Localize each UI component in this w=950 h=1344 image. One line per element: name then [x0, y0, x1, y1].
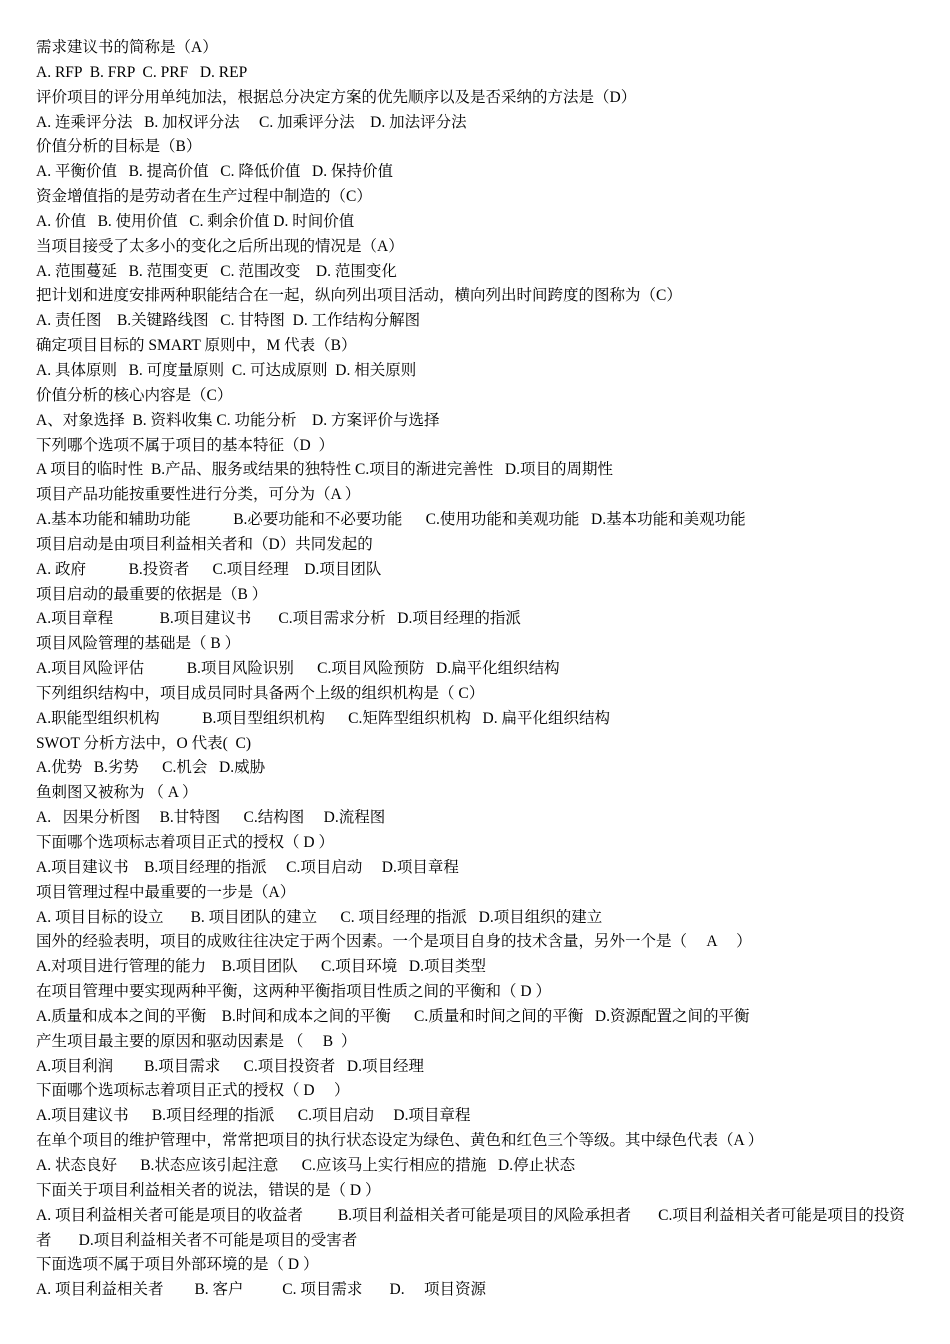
options-9: A 项目的临时性 B.产品、服务或结果的独特性 C.项目的渐进完善性 D.项目的周期性: [36, 461, 613, 479]
question-10: 项目产品功能按重要性进行分类，可分为（A ）: [36, 486, 361, 504]
options-6: A. 责任图 B.关键路线图 C. 甘特图 D. 工作结构分解图: [36, 312, 421, 330]
question-16: 鱼刺图又被称为 （ A ）: [36, 784, 198, 802]
options-11: A. 政府 B.投资者 C.项目经理 D.项目团队: [36, 560, 382, 578]
options-22: A.项目建议书 B.项目经理的指派 C.项目启动 D.项目章程: [36, 1107, 471, 1125]
options-13: A.项目风险评估 B.项目风险识别 C.项目风险预防 D.扁平化组织结构: [36, 660, 560, 678]
options-15: A.优势 B.劣势 C.机会 D.威胁: [36, 759, 266, 777]
options-7: A. 具体原则 B. 可度量原则 C. 可达成原则 D. 相关原则: [36, 361, 417, 379]
options-17: A.项目建议书 B.项目经理的指派 C.项目启动 D.项目章程: [36, 858, 459, 876]
question-14: 下列组织结构中，项目成员同时具备两个上级的组织机构是（ C）: [36, 684, 485, 702]
question-1: 需求建议书的简称是（A）: [36, 39, 218, 56]
options-20: A.质量和成本之间的平衡 B.时间和成本之间的平衡 C.质量和时间之间的平衡 D.资源配置之间的平衡: [36, 1007, 750, 1025]
options-24: A. 项目利益相关者可能是项目的收益者 B.项目利益相关者可能是项目的风险承担者 C.项目利益相关者可能是项目的投资者 D.项目利益相关者不可能是项目的受害者: [36, 1206, 905, 1249]
options-1: A. RFP B. FRP C. PRF D. REP: [36, 63, 248, 81]
options-4: A. 价值 B. 使用价值 C. 剩余价值 D. 时间价值: [36, 212, 355, 230]
question-4: 资金增值指的是劳动者在生产过程中制造的（C）: [36, 188, 372, 206]
options-14: A.职能型组织机构 B.项目型组织机构 C.矩阵型组织机构 D. 扁平化组织结构: [36, 709, 610, 727]
options-16: A. 因果分析图 B.甘特图 C.结构图 D.流程图: [36, 809, 386, 827]
options-23: A. 状态良好 B.状态应该引起注意 C.应该马上实行相应的措施 D.停止状态: [36, 1156, 576, 1174]
question-19: 国外的经验表明，项目的成败往往决定于两个因素。一个是项目自身的技术含量，另外一个是（ A ）: [36, 933, 752, 951]
question-15: SWOT 分析方法中，O 代表( C): [36, 734, 251, 752]
question-21: 产生项目最主要的原因和驱动因素是 （ B ）: [36, 1032, 357, 1050]
question-7: 确定项目目标的 SMART 原则中，M 代表（B）: [36, 337, 357, 355]
document-page: [36, 36, 916, 1303]
options-2: A. 连乘评分法 B. 加权评分法 C. 加乘评分法 D. 加法评分法: [36, 113, 467, 131]
question-24: 下面关于项目利益相关者的说法，错误的是（ D ）: [36, 1181, 381, 1199]
question-20: 在项目管理中要实现两种平衡，这两种平衡指项目性质之间的平衡和（ D ）: [36, 983, 551, 1001]
question-17: 下面哪个选项标志着项目正式的授权（ D ）: [36, 834, 334, 851]
options-21: A.项目利润 B.项目需求 C.项目投资者 D.项目经理: [36, 1057, 424, 1075]
question-5: 当项目接受了太多小的变化之后所出现的情况是（A）: [36, 237, 404, 255]
options-5: A. 范围蔓延 B. 范围变更 C. 范围改变 D. 范围变化: [36, 262, 397, 280]
question-12: 项目启动的最重要的依据是（B ）: [36, 585, 268, 603]
options-8: A、对象选择 B. 资料收集 C. 功能分析 D. 方案评价与选择: [36, 411, 440, 429]
options-18: A. 项目目标的设立 B. 项目团队的建立 C. 项目经理的指派 D.项目组织的建立: [36, 908, 603, 926]
question-13: 项目风险管理的基础是（ B ）: [36, 635, 241, 653]
question-11: 项目启动是由项目利益相关者和（D）共同发起的: [36, 535, 373, 553]
question-8: 价值分析的核心内容是（C）: [36, 386, 233, 404]
question-9: 下列哪个选项不属于项目的基本特征（D ）: [36, 436, 334, 454]
options-3: A. 平衡价值 B. 提高价值 C. 降低价值 D. 保持价值: [36, 163, 393, 181]
question-23: 在单个项目的维护管理中，常常把项目的执行状态设定为绿色、黄色和红色三个等级。其中绿色代表（A ）: [36, 1132, 764, 1150]
options-12: A.项目章程 B.项目建议书 C.项目需求分析 D.项目经理的指派: [36, 610, 521, 628]
question-18: 项目管理过程中最重要的一步是（A）: [36, 883, 296, 901]
options-19: A.对项目进行管理的能力 B.项目团队 C.项目环境 D.项目类型: [36, 958, 486, 976]
options-10: A.基本功能和辅助功能 B.必要功能和不必要功能 C.使用功能和美观功能 D.基本功能和美观功能: [36, 511, 746, 529]
options-25: A. 项目利益相关者 B. 客户 C. 项目需求 D. 项目资源: [36, 1281, 486, 1299]
question-6: 把计划和进度安排两种职能结合在一起，纵向列出项目活动，横向列出时间跨度的图称为（C）: [36, 287, 682, 305]
question-22: 下面哪个选项标志着项目正式的授权（ D ）: [36, 1082, 350, 1100]
question-2: 评价项目的评分用单纯加法，根据总分决定方案的优先顺序以及是否采纳的方法是（D）: [36, 88, 637, 106]
question-3: 价值分析的目标是（B）: [36, 138, 202, 156]
question-25: 下面选项不属于项目外部环境的是（ D ）: [36, 1256, 319, 1274]
